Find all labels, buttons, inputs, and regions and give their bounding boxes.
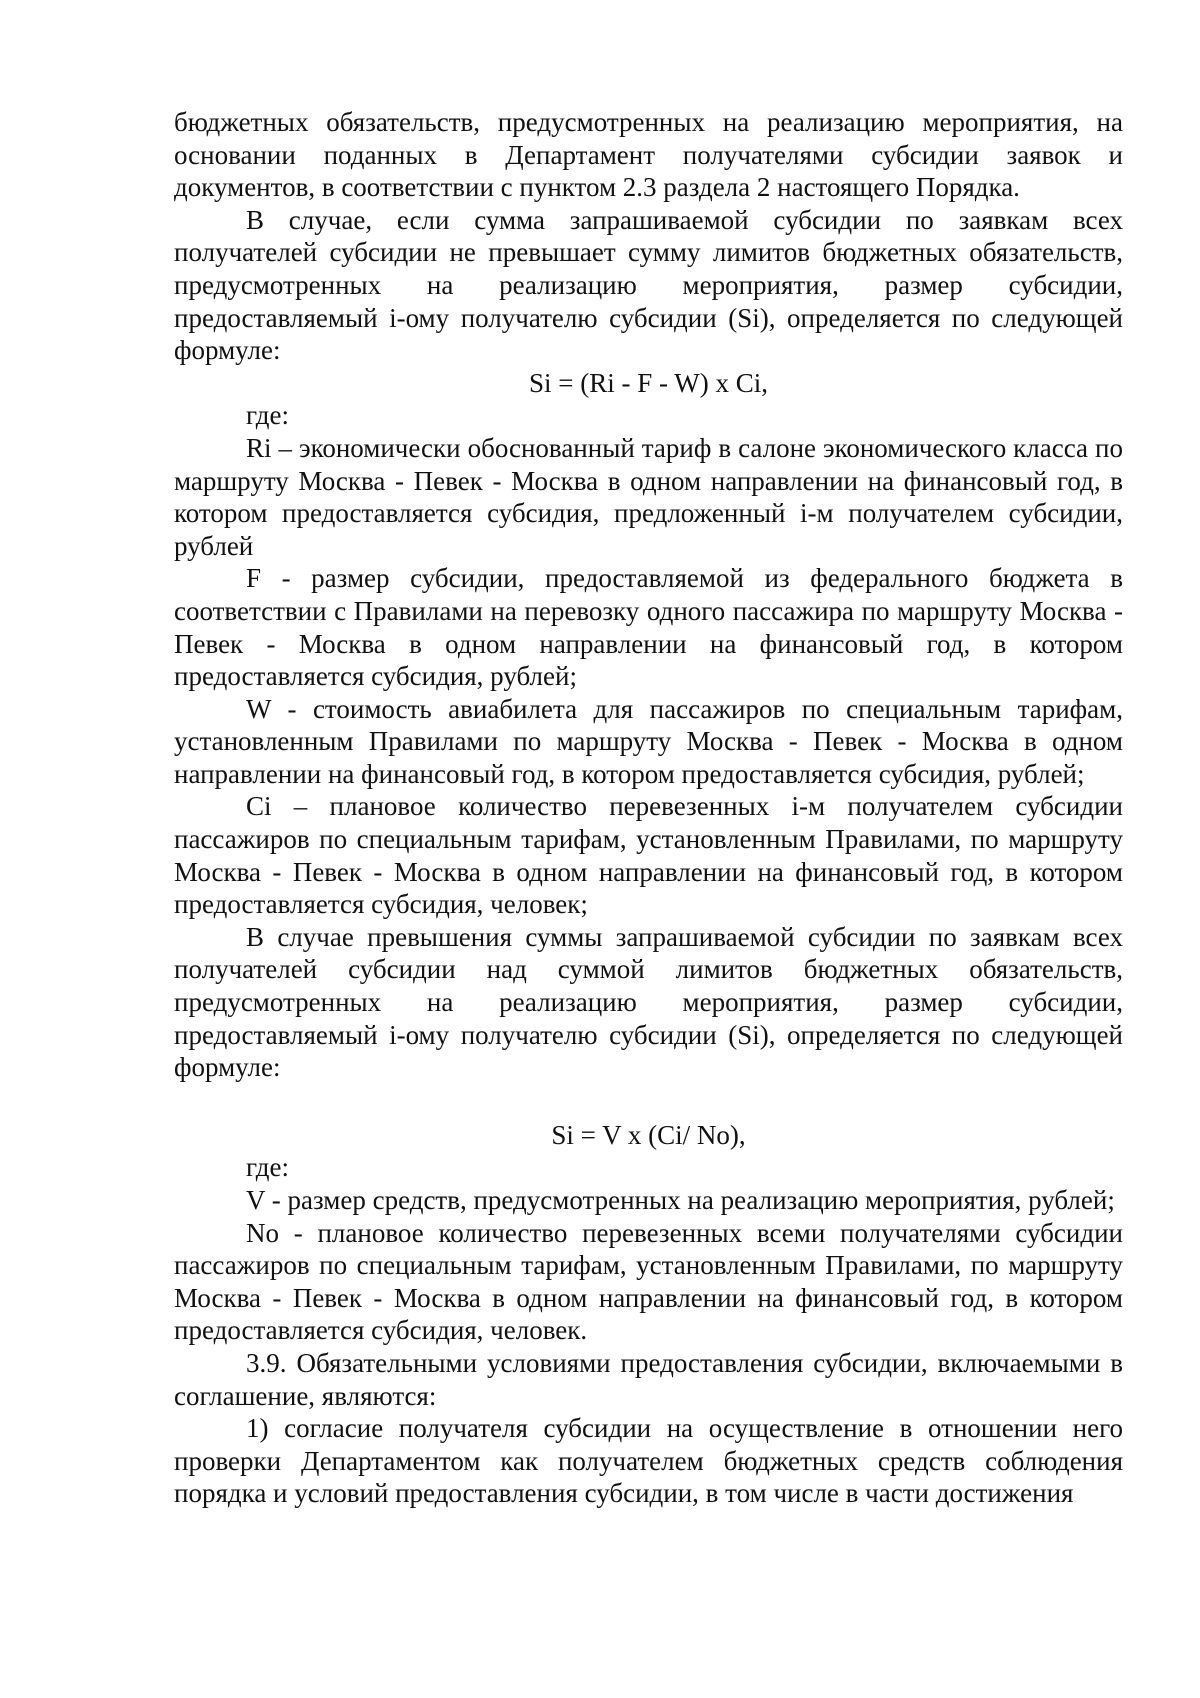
definition-no: No - плановое количество перевезенных всеми получателями субсидии пассажиров по специальным тарифам, установленным Правилами, по маршруту Москва - Певек - Москва в одном направлении на финансовый год, в котором предоставляется субсидия, человек. [174, 1217, 1123, 1346]
definition-ri: Ri – экономически обоснованный тариф в салоне экономического класса по маршруту Москва - Певек - Москва в одном направлении на финансовый год, в котором предоставляется субсидия, предложенный i-м получателем субсидии, рублей [174, 432, 1123, 561]
formula-si-tariff: Si = (Ri - F - W) x Ci, [529, 367, 768, 398]
definition-ci: Ci – плановое количество перевезенных i-м получателем субсидии пассажиров по специальным тарифам, установленным Правилами, по маршруту Москва - Певек - Москва в одном направлении на финансовый год, в котором предоставляется субсидия, человек; [174, 791, 1123, 920]
formula-si-proportional: Si = V x (Ci/ No), [551, 1119, 746, 1150]
document-page [174, 106, 1123, 1510]
definition-v: V - размер средств, предусмотренных на реализацию мероприятия, рублей; [246, 1185, 1115, 1215]
paragraph-continuation: бюджетных обязательств, предусмотренных на реализацию мероприятия, на основании поданных в Департамент получателями субсидии заявок и документов, в соответствии с пунктом 2.3 раздела 2 настоящего Порядка. [174, 107, 1123, 203]
definition-f: F - размер субсидии, предоставляемой из федерального бюджета в соответствии с Правилами на перевозку одного пассажира по маршруту Москва - Певек - Москва в одном направлении на финансовый год, в котором предоставляется субсидия, рублей; [174, 563, 1123, 692]
definition-w: W - стоимость авиабилета для пассажиров по специальным тарифам, установленным Правилами по маршруту Москва - Певек - Москва в одном направлении на финансовый год, в котором предоставляется субсидия, рублей; [174, 693, 1123, 789]
condition-item-1: 1) согласие получателя субсидии на осуществление в отношении него проверки Департаментом как получателем бюджетных средств соблюдения порядка и условий предоставления субсидии, в том числе в части достижения [174, 1413, 1123, 1509]
where-label-2: где: [246, 1152, 289, 1183]
paragraph-case-within-limits: В случае, если сумма запрашиваемой субсидии по заявкам всех получателей субсидии не превышает сумму лимитов бюджетных обязательств, предусмотренных на реализацию мероприятия, размер субсидии, предоставляемый i-ому получателю субсидии (Si), определяется по следующей формуле: [174, 204, 1123, 366]
where-label-1: где: [246, 400, 289, 431]
section-3-9-heading: 3.9. Обязательными условиями предоставления субсидии, включаемыми в соглашение, являются: [174, 1347, 1123, 1411]
paragraph-case-exceeds-limits: В случае превышения суммы запрашиваемой субсидии по заявкам всех получателей субсидии над суммой лимитов бюджетных обязательств, предусмотренных на реализацию мероприятия, размер субсидии, предоставляемый i-ому получателю субсидии (Si), определяется по следующей формуле: [174, 921, 1123, 1083]
